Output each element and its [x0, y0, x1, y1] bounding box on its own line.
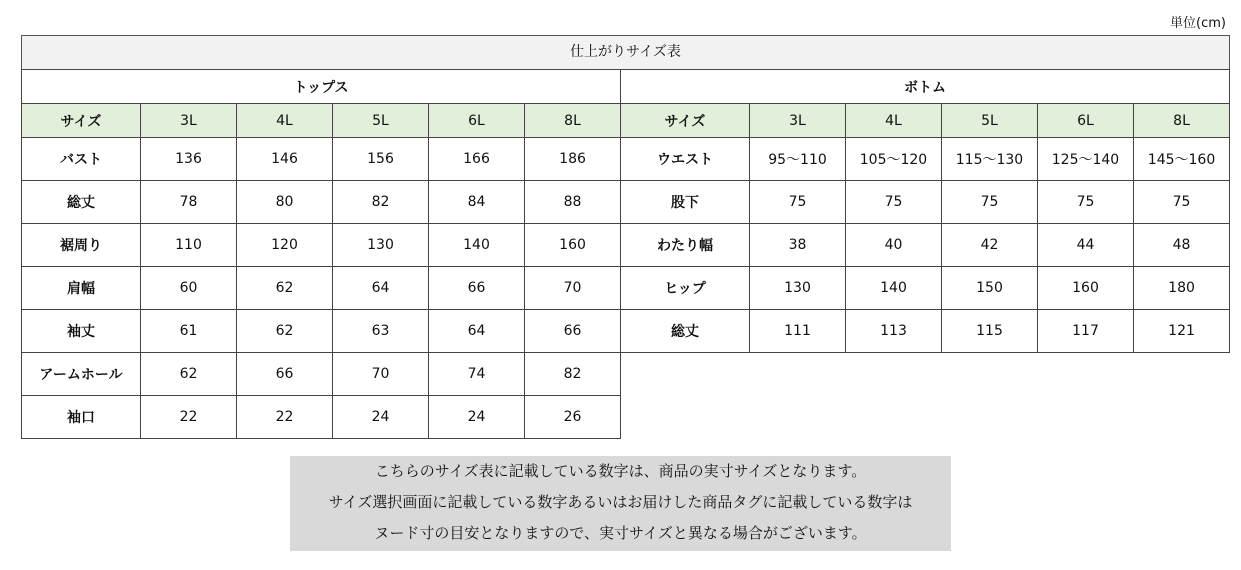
tops-heading: トップス — [22, 70, 621, 104]
cell: 26 — [525, 396, 621, 439]
cell: 75 — [846, 181, 942, 224]
cell: 180 — [1134, 267, 1230, 310]
cell: 117 — [1038, 310, 1134, 353]
row-label: ウエスト — [621, 138, 750, 181]
cell: 75 — [1134, 181, 1230, 224]
cell: 60 — [141, 267, 237, 310]
tops-size-5l: 5L — [333, 104, 429, 138]
cell: 75 — [750, 181, 846, 224]
cell: 70 — [333, 353, 429, 396]
tops-row-bust — [22, 138, 621, 181]
cell: 66 — [429, 267, 525, 310]
cell: 95～110 — [750, 138, 846, 181]
cell: 145～160 — [1134, 138, 1230, 181]
cell: 88 — [525, 181, 621, 224]
bottoms-size-4l: 4L — [846, 104, 942, 138]
cell: 113 — [846, 310, 942, 353]
tops-row-hem — [22, 224, 621, 267]
cell: 136 — [141, 138, 237, 181]
bottoms-size-label: サイズ — [621, 104, 750, 138]
cell: 115～130 — [942, 138, 1038, 181]
bottoms-size-8l: 8L — [1134, 104, 1230, 138]
cell: 61 — [141, 310, 237, 353]
bottoms-row-length — [621, 310, 1230, 353]
cell: 84 — [429, 181, 525, 224]
row-label: バスト — [22, 138, 141, 181]
cell: 40 — [846, 224, 942, 267]
bottoms-heading: ボトム — [621, 70, 1230, 104]
cell: 62 — [237, 267, 333, 310]
row-label: ヒップ — [621, 267, 750, 310]
row-label: 股下 — [621, 181, 750, 224]
tops-row-armhole — [22, 353, 621, 396]
tops-row-length — [22, 181, 621, 224]
row-label: 総丈 — [621, 310, 750, 353]
row-label: 総丈 — [22, 181, 141, 224]
cell: 64 — [429, 310, 525, 353]
tops-row-shoulder — [22, 267, 621, 310]
cell: 75 — [942, 181, 1038, 224]
cell: 62 — [237, 310, 333, 353]
cell: 66 — [525, 310, 621, 353]
cell: 70 — [525, 267, 621, 310]
cell: 160 — [1038, 267, 1134, 310]
cell: 42 — [942, 224, 1038, 267]
unit-label: 単位(cm) — [1170, 16, 1226, 31]
cell: 63 — [333, 310, 429, 353]
cell: 48 — [1134, 224, 1230, 267]
cell: 62 — [141, 353, 237, 396]
tops-size-table — [21, 69, 621, 439]
cell: 130 — [750, 267, 846, 310]
row-label: わたり幅 — [621, 224, 750, 267]
cell: 75 — [1038, 181, 1134, 224]
row-label: 肩幅 — [22, 267, 141, 310]
cell: 140 — [429, 224, 525, 267]
cell: 120 — [237, 224, 333, 267]
cell: 74 — [429, 353, 525, 396]
note-line: サイズ選択画面に記載している数字あるいはお届けした商品タグに記載している数字は — [328, 493, 913, 511]
cell: 115 — [942, 310, 1038, 353]
cell: 110 — [141, 224, 237, 267]
cell: 166 — [429, 138, 525, 181]
cell: 150 — [942, 267, 1038, 310]
cell: 111 — [750, 310, 846, 353]
cell: 140 — [846, 267, 942, 310]
cell: 24 — [429, 396, 525, 439]
tops-size-3l: 3L — [141, 104, 237, 138]
cell: 186 — [525, 138, 621, 181]
tops-row-sleeve — [22, 310, 621, 353]
bottoms-size-table — [620, 69, 1230, 353]
tops-row-cuff — [22, 396, 621, 439]
cell: 82 — [333, 181, 429, 224]
note-line: ヌード寸の目安となりますので、実寸サイズと異なる場合がございます。 — [374, 524, 867, 542]
row-label: 袖丈 — [22, 310, 141, 353]
cell: 130 — [333, 224, 429, 267]
cell: 160 — [525, 224, 621, 267]
row-label: 裾周り — [22, 224, 141, 267]
tops-size-6l: 6L — [429, 104, 525, 138]
tops-size-8l: 8L — [525, 104, 621, 138]
bottoms-size-3l: 3L — [750, 104, 846, 138]
cell: 64 — [333, 267, 429, 310]
bottoms-size-5l: 5L — [942, 104, 1038, 138]
bottoms-row-waist — [621, 138, 1230, 181]
bottoms-row-hip — [621, 267, 1230, 310]
row-label: アームホール — [22, 353, 141, 396]
cell: 125～140 — [1038, 138, 1134, 181]
cell: 121 — [1134, 310, 1230, 353]
cell: 82 — [525, 353, 621, 396]
bottoms-row-thigh — [621, 224, 1230, 267]
tops-size-label: サイズ — [22, 104, 141, 138]
bottoms-size-6l: 6L — [1038, 104, 1134, 138]
cell: 44 — [1038, 224, 1134, 267]
note-line: こちらのサイズ表に記載している数字は、商品の実寸サイズとなります。 — [374, 462, 867, 480]
cell: 80 — [237, 181, 333, 224]
size-chart-title: 仕上がりサイズ表 — [21, 35, 1230, 70]
cell: 22 — [141, 396, 237, 439]
cell: 22 — [237, 396, 333, 439]
cell: 156 — [333, 138, 429, 181]
bottoms-row-inseam — [621, 181, 1230, 224]
cell: 38 — [750, 224, 846, 267]
tops-size-4l: 4L — [237, 104, 333, 138]
cell: 78 — [141, 181, 237, 224]
size-note-box — [290, 456, 951, 551]
cell: 24 — [333, 396, 429, 439]
cell: 146 — [237, 138, 333, 181]
cell: 66 — [237, 353, 333, 396]
row-label: 袖口 — [22, 396, 141, 439]
cell: 105～120 — [846, 138, 942, 181]
